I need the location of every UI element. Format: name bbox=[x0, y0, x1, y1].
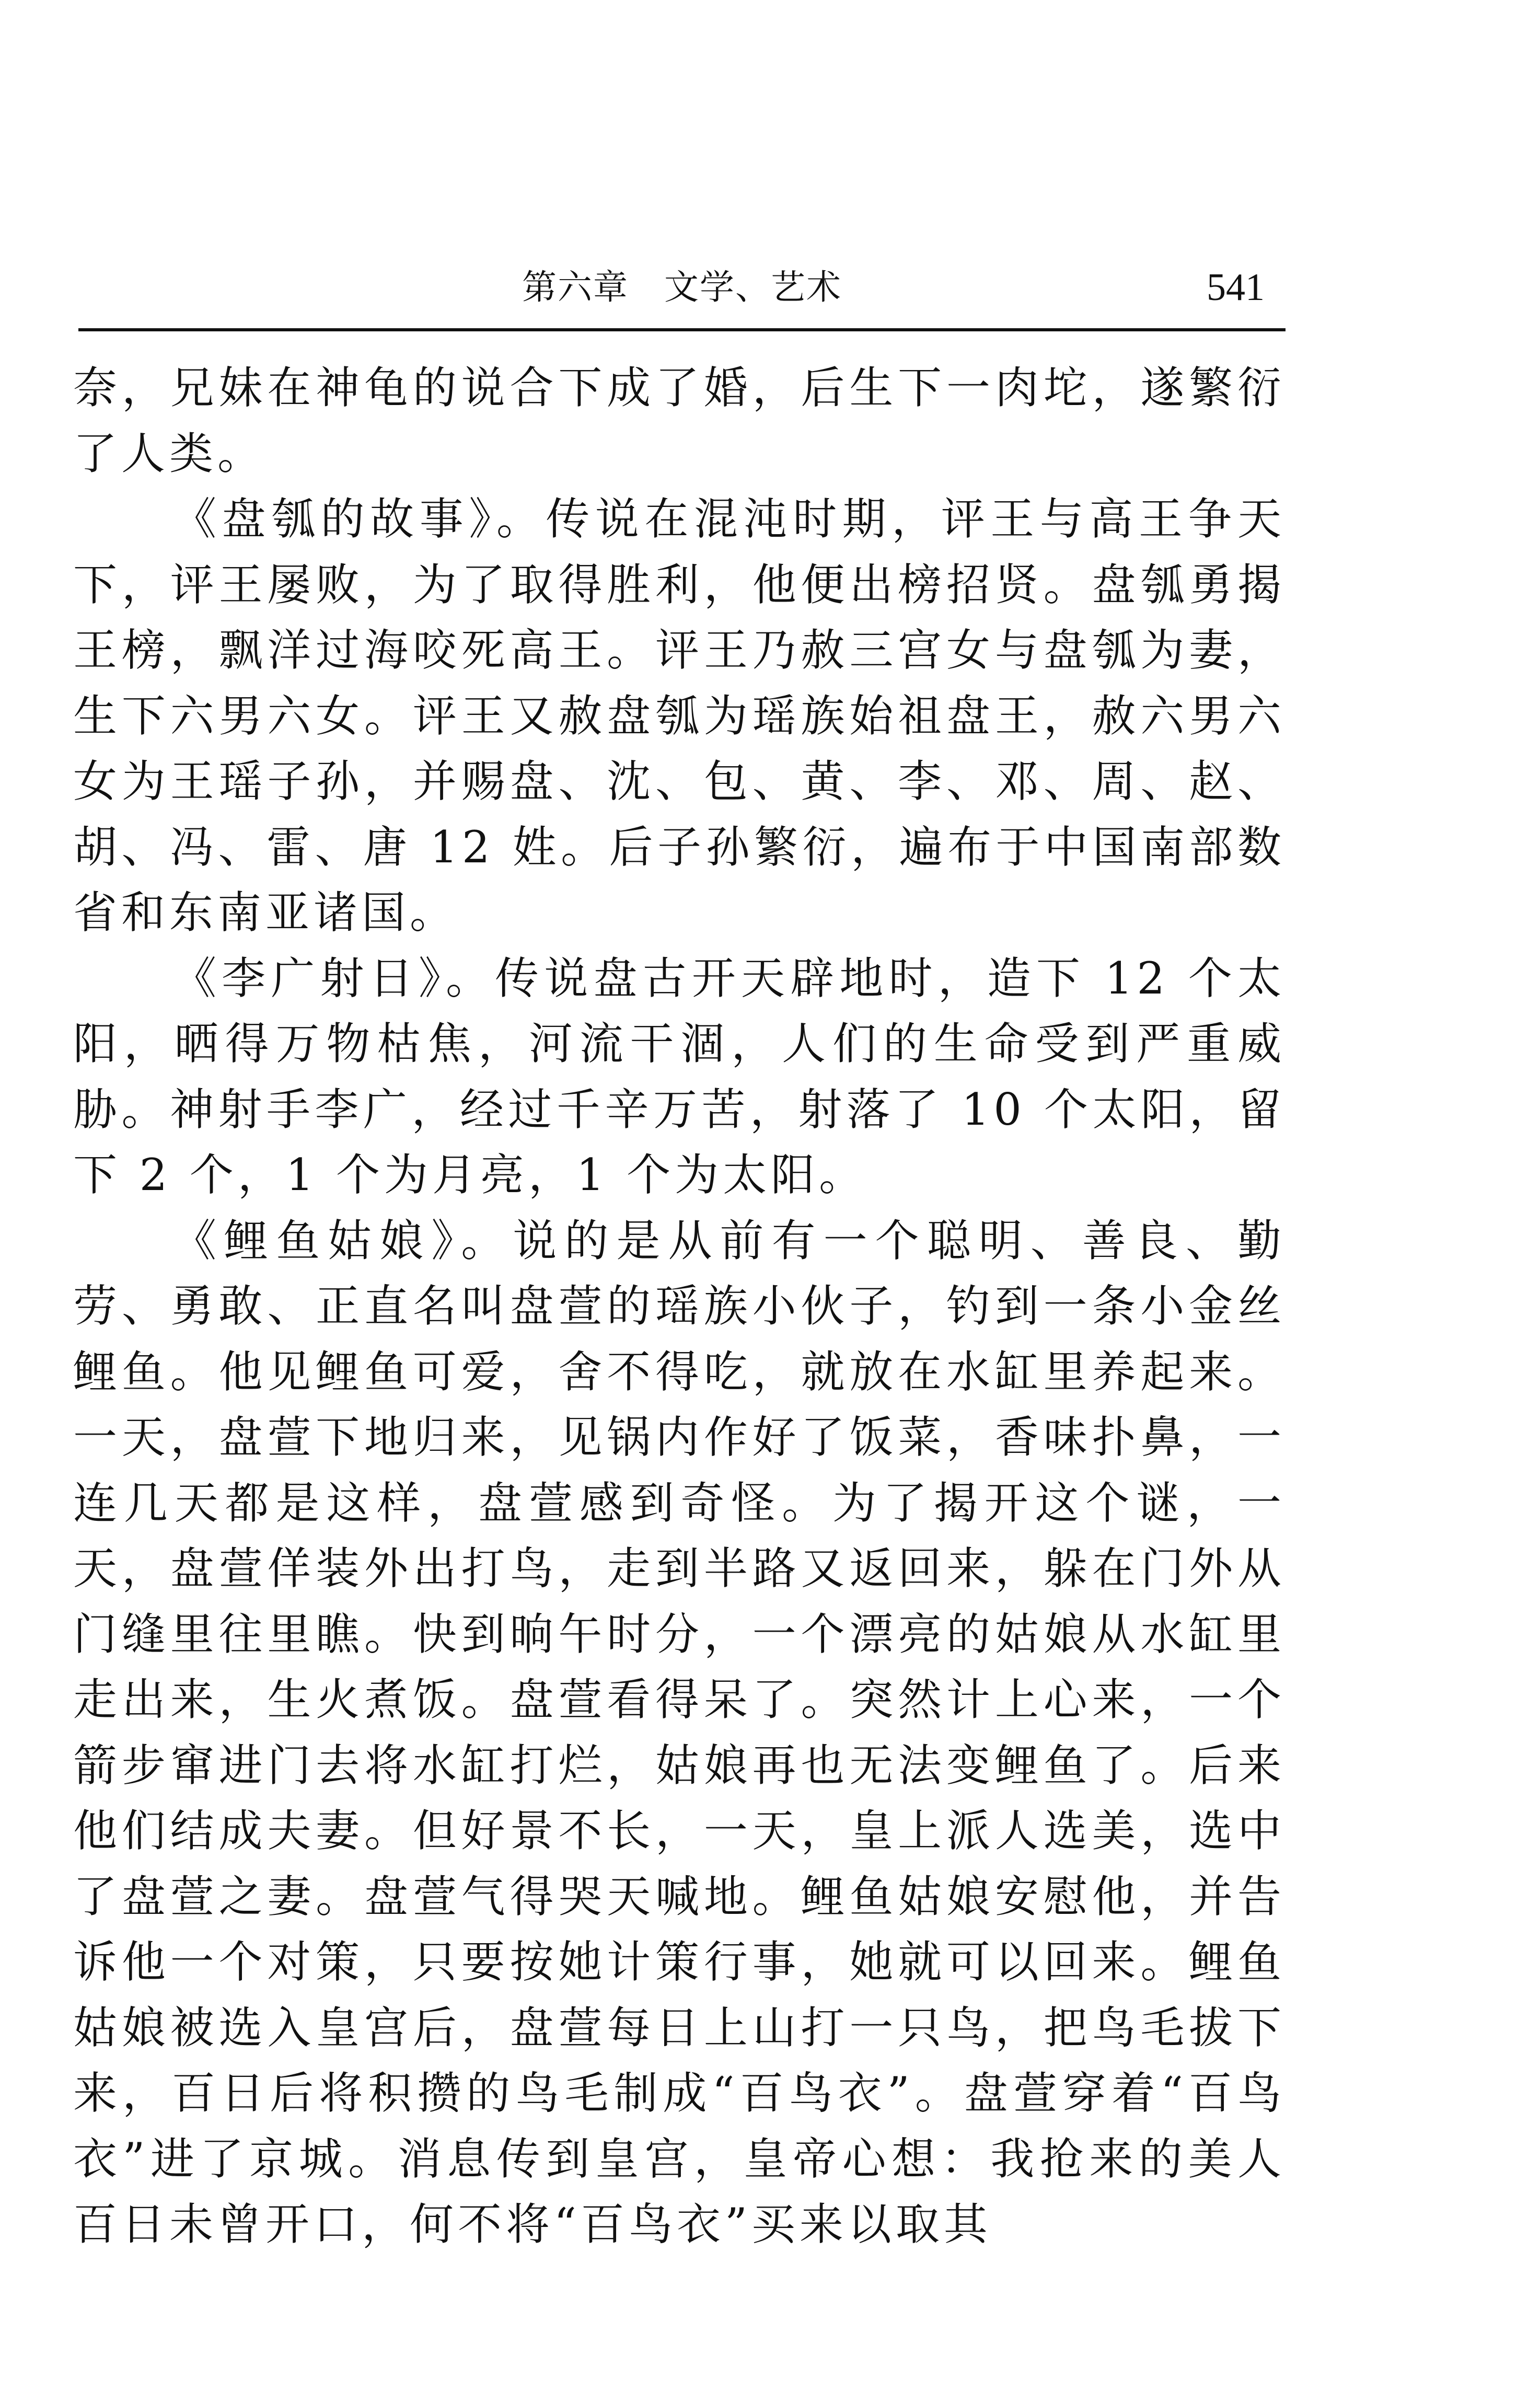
paragraph-continuation: 奈，兄妹在神龟的说合下成了婚，后生下一肉坨，遂繁衍了人类。 bbox=[73, 362, 1286, 479]
chapter-title: 第六章 文学、艺术 bbox=[522, 267, 842, 307]
running-head bbox=[78, 261, 1286, 319]
header-rule bbox=[78, 328, 1286, 331]
paragraph-carp-girl: 《鲤鱼姑娘》。说的是从前有一个聪明、善良、勤劳、勇敢、正直名叫盘萱的瑶族小伙子，钓到一条小金丝鲤鱼。他见鲤鱼可爱，舍不得吃，就放在水缸里养起来。一天，盘萱下地归来，见锅内作好了饭菜，香味扑鼻，一连几天都是这样，盘萱感到奇怪。为了揭开这个谜，一天，盘萱佯装外出打鸟，走到半路又返回来，躲在门外从门缝里往里瞧。快到晌午时分，一个漂亮的姑娘从水缸里走出来，生火煮饭。盘萱看得呆了。突然计上心来，一个箭步窜进门去将水缸打烂，姑娘再也无法变鲤鱼了。后来他们结成夫妻。但好景不长，一天，皇上派人选美，选中了盘萱之妻。盘萱气得哭天喊地。鲤鱼姑娘安慰他，并告诉他一个对策，只要按她计策行事，她就可以回来。鲤鱼姑娘被选入皇宫后，盘萱每日上山打一只鸟，把鸟毛拔下来，百日后将积攒的鸟毛制成“百鸟衣”。盘萱穿着“百鸟衣”进了京城。消息传到皇宫，皇帝心想：我抢来的美人百日未曾开口，何不将“百鸟衣”买来以取其 bbox=[73, 1215, 1286, 2250]
page-number: 541 bbox=[1207, 266, 1265, 309]
paragraph-panhu-story: 《盘瓠的故事》。传说在混沌时期，评王与高王争天下，评王屡败，为了取得胜利，他便出榜招贤。盘瓠勇揭王榜，飘洋过海咬死高王。评王乃赦三宫女与盘瓠为妻，生下六男六女。评王又赦盘瓠为瑶族始祖盘王，赦六男六女为王瑶子孙，并赐盘、沈、包、黄、李、邓、周、赵、胡、冯、雷、唐 12 姓。后子孙繁衍，遍布于中国南部数省和东南亚诸国。 bbox=[73, 493, 1286, 938]
paragraph-li-guang: 《李广射日》。传说盘古开天辟地时，造下 12 个太阳，晒得万物枯焦，河流干涸，人们的生命受到严重威胁。神射手李广，经过千辛万苦，射落了 10 个太阳，留下 2 个，1 个为月亮，1 个为太阳。 bbox=[73, 952, 1286, 1200]
body-text bbox=[73, 355, 1286, 2258]
